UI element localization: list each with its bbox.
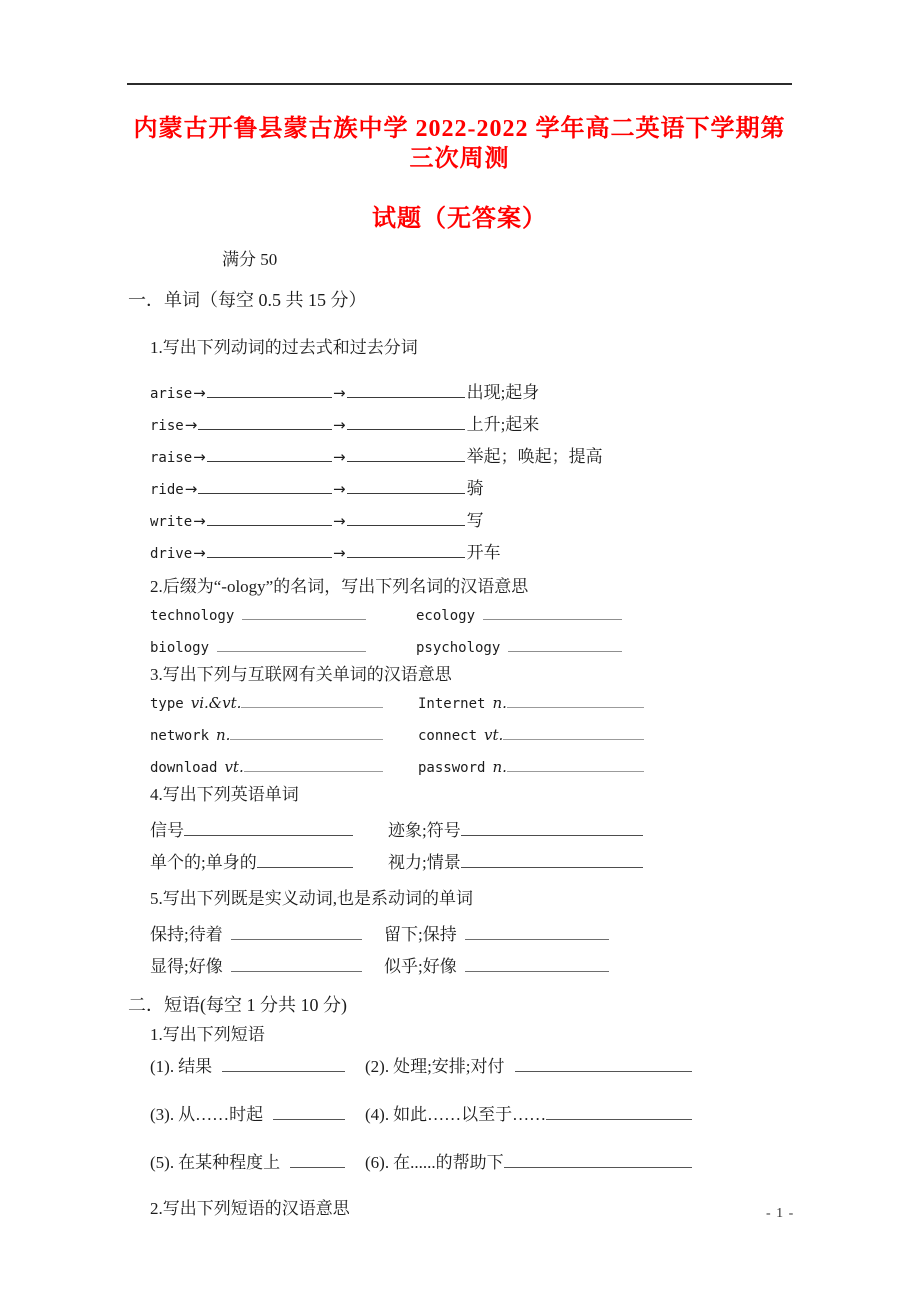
- linking-verb-list: [150, 919, 920, 983]
- verb-word: raise: [150, 450, 193, 466]
- vocab-row: [150, 951, 920, 983]
- verb-word: rise: [150, 418, 184, 434]
- item-number: (1).: [150, 1057, 175, 1076]
- blank-line: [546, 1106, 692, 1120]
- part-of-speech: n.: [216, 726, 231, 744]
- verb-meaning: 骑: [466, 479, 484, 498]
- phrase-row: [150, 1101, 920, 1149]
- verb-word: write: [150, 514, 193, 530]
- phrase-prompt: 在......的帮助下: [393, 1153, 504, 1172]
- vocab-word: biology: [150, 640, 210, 656]
- blank-line: [242, 606, 366, 620]
- vocab-row: [150, 815, 920, 847]
- item-number: (4).: [365, 1105, 390, 1124]
- blank-line: [184, 822, 353, 836]
- right-arrow-icon: →: [333, 480, 346, 498]
- part-of-speech: vi.&vt.: [190, 694, 242, 712]
- phrase-row: [150, 1053, 920, 1101]
- question-5-label: 5.写出下列既是实义动词,也是系动词的单词: [150, 889, 473, 908]
- verb-row: [150, 473, 920, 505]
- blank-line: [222, 1058, 345, 1072]
- vocab-word: technology: [150, 608, 235, 624]
- verb-row: [150, 377, 920, 409]
- phrase-prompt: 如此……以至于……: [393, 1105, 547, 1124]
- verb-meaning: 出现;起身: [466, 383, 540, 402]
- blank-line: [347, 448, 465, 462]
- vocab-word: psychology: [416, 640, 501, 656]
- blank-line: [244, 758, 383, 772]
- item-number: (2).: [365, 1057, 390, 1076]
- word-prompt: 视力;情景: [388, 853, 461, 872]
- phrase-prompt: 处理;安排;对付: [393, 1057, 505, 1076]
- vocab-row: [150, 687, 920, 719]
- blank-line: [198, 416, 332, 430]
- vocab-row: [150, 719, 920, 751]
- verb-meaning: 举起；唤起；提高: [466, 447, 603, 466]
- vocab-row: [150, 631, 920, 663]
- vocab-word: download: [150, 760, 218, 776]
- right-arrow-icon: →: [193, 544, 206, 562]
- question-4-label: 4.写出下列英语单词: [150, 785, 299, 804]
- blank-line: [503, 726, 644, 740]
- right-arrow-icon: →: [193, 448, 206, 466]
- blank-line: [207, 544, 332, 558]
- blank-line: [273, 1106, 345, 1120]
- blank-line: [507, 694, 644, 708]
- phrase-prompt: 从……时起: [178, 1105, 264, 1124]
- blank-line: [257, 854, 353, 868]
- header-rule: [127, 83, 792, 85]
- word-prompt: 留下;保持: [384, 925, 457, 944]
- part-of-speech: vt.: [224, 758, 244, 776]
- vocab-word: type: [150, 696, 184, 712]
- full-score-label: 满分 50: [222, 250, 278, 269]
- blank-line: [347, 384, 465, 398]
- blank-line: [465, 926, 609, 940]
- blank-line: [507, 758, 644, 772]
- phrase-row: [150, 1149, 920, 1197]
- vocab-row: [150, 599, 920, 631]
- right-arrow-icon: →: [193, 384, 206, 402]
- vocab-word: password: [418, 760, 486, 776]
- phrase-prompt: 结果: [178, 1057, 213, 1076]
- blank-line: [231, 958, 362, 972]
- document-title-line2: 试题（无答案）: [372, 206, 547, 232]
- verb-meaning: 上升;起来: [466, 415, 540, 434]
- blank-line: [347, 480, 465, 494]
- blank-line: [347, 416, 465, 430]
- verb-meaning: 开车: [466, 543, 501, 562]
- phrase-list: [150, 1053, 920, 1197]
- blank-line: [207, 448, 332, 462]
- blank-line: [504, 1154, 692, 1168]
- verb-word: drive: [150, 546, 193, 562]
- word-prompt: 显得;好像: [150, 957, 223, 976]
- word-prompt: 单个的;单身的: [150, 853, 257, 872]
- document-body: [128, 288, 920, 1221]
- blank-line: [231, 926, 362, 940]
- item-number: (5).: [150, 1153, 175, 1172]
- verb-meaning: 写: [466, 511, 484, 530]
- blank-line: [347, 544, 465, 558]
- question-1-label: 1.写出下列动词的过去式和过去分词: [150, 338, 418, 357]
- blank-line: [347, 512, 465, 526]
- right-arrow-icon: →: [333, 416, 346, 434]
- verb-row: [150, 441, 920, 473]
- verb-row: [150, 505, 920, 537]
- blank-line: [207, 512, 332, 526]
- blank-line: [207, 384, 332, 398]
- vocab-word: connect: [418, 728, 478, 744]
- right-arrow-icon: →: [184, 416, 198, 434]
- part-of-speech: n.: [492, 758, 507, 776]
- section-two-heading: 二．短语(每空 1 分共 10 分): [128, 995, 347, 1015]
- section-one-heading: 一．单词（每空 0.5 共 15 分）: [128, 290, 367, 310]
- vocab-row: [150, 847, 920, 879]
- blank-line: [465, 958, 609, 972]
- part-of-speech: n.: [492, 694, 507, 712]
- verb-row: [150, 537, 920, 569]
- document-title-line1: 内蒙古开鲁县蒙古族中学 2022-2022 学年高二英语下学期第三次周测: [133, 116, 786, 172]
- blank-line: [461, 854, 643, 868]
- blank-line: [241, 694, 383, 708]
- right-arrow-icon: →: [333, 448, 346, 466]
- word-prompt: 信号: [150, 821, 184, 840]
- verb-word: ride: [150, 482, 184, 498]
- page-number: - 1 -: [766, 1206, 795, 1221]
- part-of-speech: vt.: [484, 726, 504, 744]
- blank-line: [217, 638, 366, 652]
- verb-conjugation-list: [150, 377, 920, 569]
- blank-line: [230, 726, 383, 740]
- question-2-label: 2.后缀为“-ology”的名词，写出下列名词的汉语意思: [150, 577, 529, 596]
- phrases-question-1-label: 1.写出下列短语: [150, 1025, 265, 1044]
- right-arrow-icon: →: [184, 480, 198, 498]
- right-arrow-icon: →: [333, 384, 346, 402]
- item-number: (3).: [150, 1105, 175, 1124]
- blank-line: [198, 480, 332, 494]
- blank-line: [461, 822, 643, 836]
- vocab-row: [150, 751, 920, 783]
- vocab-word: network: [150, 728, 210, 744]
- verb-row: [150, 409, 920, 441]
- word-prompt: 迹象;符号: [388, 821, 461, 840]
- blank-line: [290, 1154, 345, 1168]
- vocab-row: [150, 919, 920, 951]
- right-arrow-icon: →: [333, 544, 346, 562]
- vocab-word: Internet: [418, 696, 486, 712]
- word-writing-list: [150, 815, 920, 879]
- blank-line: [508, 638, 622, 652]
- question-3-label: 3.写出下列与互联网有关单词的汉语意思: [150, 665, 452, 684]
- phrases-question-2-label: 2.写出下列短语的汉语意思: [150, 1199, 350, 1218]
- word-prompt: 保持;待着: [150, 925, 223, 944]
- verb-word: arise: [150, 386, 193, 402]
- vocab-word: ecology: [416, 608, 476, 624]
- item-number: (6).: [365, 1153, 390, 1172]
- blank-line: [515, 1058, 692, 1072]
- right-arrow-icon: →: [193, 512, 206, 530]
- word-prompt: 似乎;好像: [384, 957, 457, 976]
- right-arrow-icon: →: [333, 512, 346, 530]
- phrase-prompt: 在某种程度上: [178, 1153, 281, 1172]
- blank-line: [483, 606, 622, 620]
